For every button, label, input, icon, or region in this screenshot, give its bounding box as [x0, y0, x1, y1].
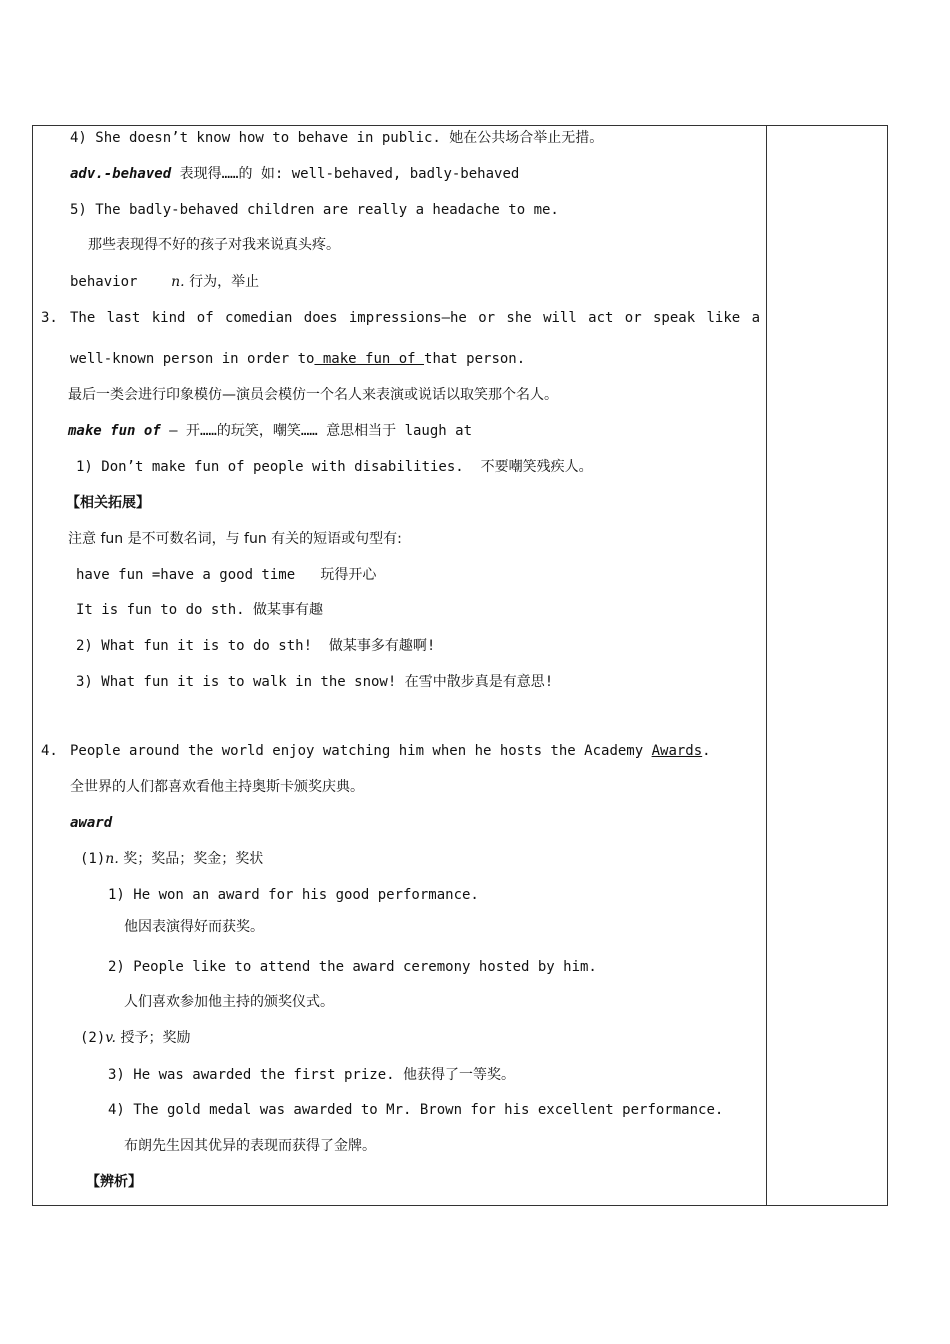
sentence-text: well-known person in order to	[70, 351, 315, 367]
sentence-period: .	[702, 743, 711, 759]
example-5: 5) The badly-behaved children are really a headache to me.	[70, 202, 559, 218]
adv-desc: 表现得……的 如: well-behaved, badly-behaved	[171, 166, 520, 182]
sense-2-zh: 授予；奖励	[116, 1030, 191, 1046]
phrase-desc: – 开……的玩笑，嘲笑…… 意思相当于 laugh at	[160, 423, 473, 439]
sense-1-zh: 奖；奖品；奖金；奖状	[118, 851, 264, 867]
item-4-number: 4.	[41, 743, 58, 759]
extension-it-is-fun: It is fun to do sth. 做某事有趣	[76, 602, 324, 618]
sentence-text: People around the world enjoy watching him when he hosts the Academy	[70, 743, 652, 759]
award-example-2-translation: 人们喜欢参加他主持的颁奖仪式。	[124, 994, 334, 1010]
example-4: 4) She doesn’t know how to behave in public. 她在公共场合举止无措。	[70, 130, 604, 146]
phrase-entry	[68, 421, 472, 441]
analysis-heading: 【辨析】	[86, 1174, 142, 1190]
extension-note: 注意 fun 是不可数名词，与 fun 有关的短语或句型有:	[68, 531, 402, 547]
item-3-example-1: 1) Don’t make fun of people with disabilities. 不要嘲笑残疾人。	[76, 459, 593, 475]
behavior-entry	[70, 272, 259, 292]
sense-2-number: (2)	[80, 1030, 106, 1046]
extension-have-fun: have fun =have a good time 玩得开心	[76, 567, 377, 583]
item-4-sentence	[70, 741, 711, 761]
award-example-1: 1) He won an award for his good performance.	[108, 887, 479, 903]
sense-1-pos: n.	[105, 851, 119, 867]
sense-2	[80, 1028, 190, 1048]
item-3-number: 3.	[41, 310, 58, 326]
sense-1	[80, 849, 263, 869]
behavior-pos: n.	[171, 274, 185, 290]
sense-2-pos: v.	[105, 1030, 116, 1046]
item-3-translation: 最后一类会进行印象模仿—演员会模仿一个名人来表演或说话以取笑那个名人。	[68, 387, 558, 403]
item-3-sentence-line1: The last kind of comedian does impressions—he or she will act or speak like a	[70, 310, 760, 326]
sense-1-number: (1)	[80, 851, 106, 867]
column-divider	[766, 126, 767, 1205]
award-example-3: 3) He was awarded the first prize. 他获得了一等奖。	[108, 1067, 516, 1083]
make-fun-of-underlined: make fun of	[314, 351, 425, 367]
adv-term: adv.-behaved	[70, 166, 172, 182]
extension-example-2: 2) What fun it is to do sth! 做某事多有趣啊!	[76, 638, 436, 654]
phrase-term: make fun of	[68, 423, 161, 439]
extension-heading: 【相关拓展】	[66, 495, 150, 511]
awards-underlined: Awards	[651, 743, 703, 759]
behavior-word: behavior	[70, 274, 138, 290]
behavior-zh: 行为，举止	[184, 274, 260, 290]
item-3-sentence-line2	[70, 349, 525, 369]
item-4-translation: 全世界的人们都喜欢看他主持奥斯卡颁奖庆典。	[70, 779, 364, 795]
extension-example-3: 3) What fun it is to walk in the snow! 在雪中散步真是有意思!	[76, 674, 554, 690]
sentence-text-end: that person.	[424, 351, 526, 367]
adv-entry	[70, 164, 519, 184]
award-word: award	[70, 815, 113, 831]
example-5-translation: 那些表现得不好的孩子对我来说真头疼。	[88, 237, 340, 253]
award-example-2: 2) People like to attend the award ceremony hosted by him.	[108, 959, 597, 975]
award-example-4-translation: 布朗先生因其优异的表现而获得了金牌。	[124, 1138, 376, 1154]
award-example-4: 4) The gold medal was awarded to Mr. Brown for his excellent performance.	[108, 1102, 724, 1118]
award-example-1-translation: 他因表演得好而获奖。	[124, 919, 264, 935]
